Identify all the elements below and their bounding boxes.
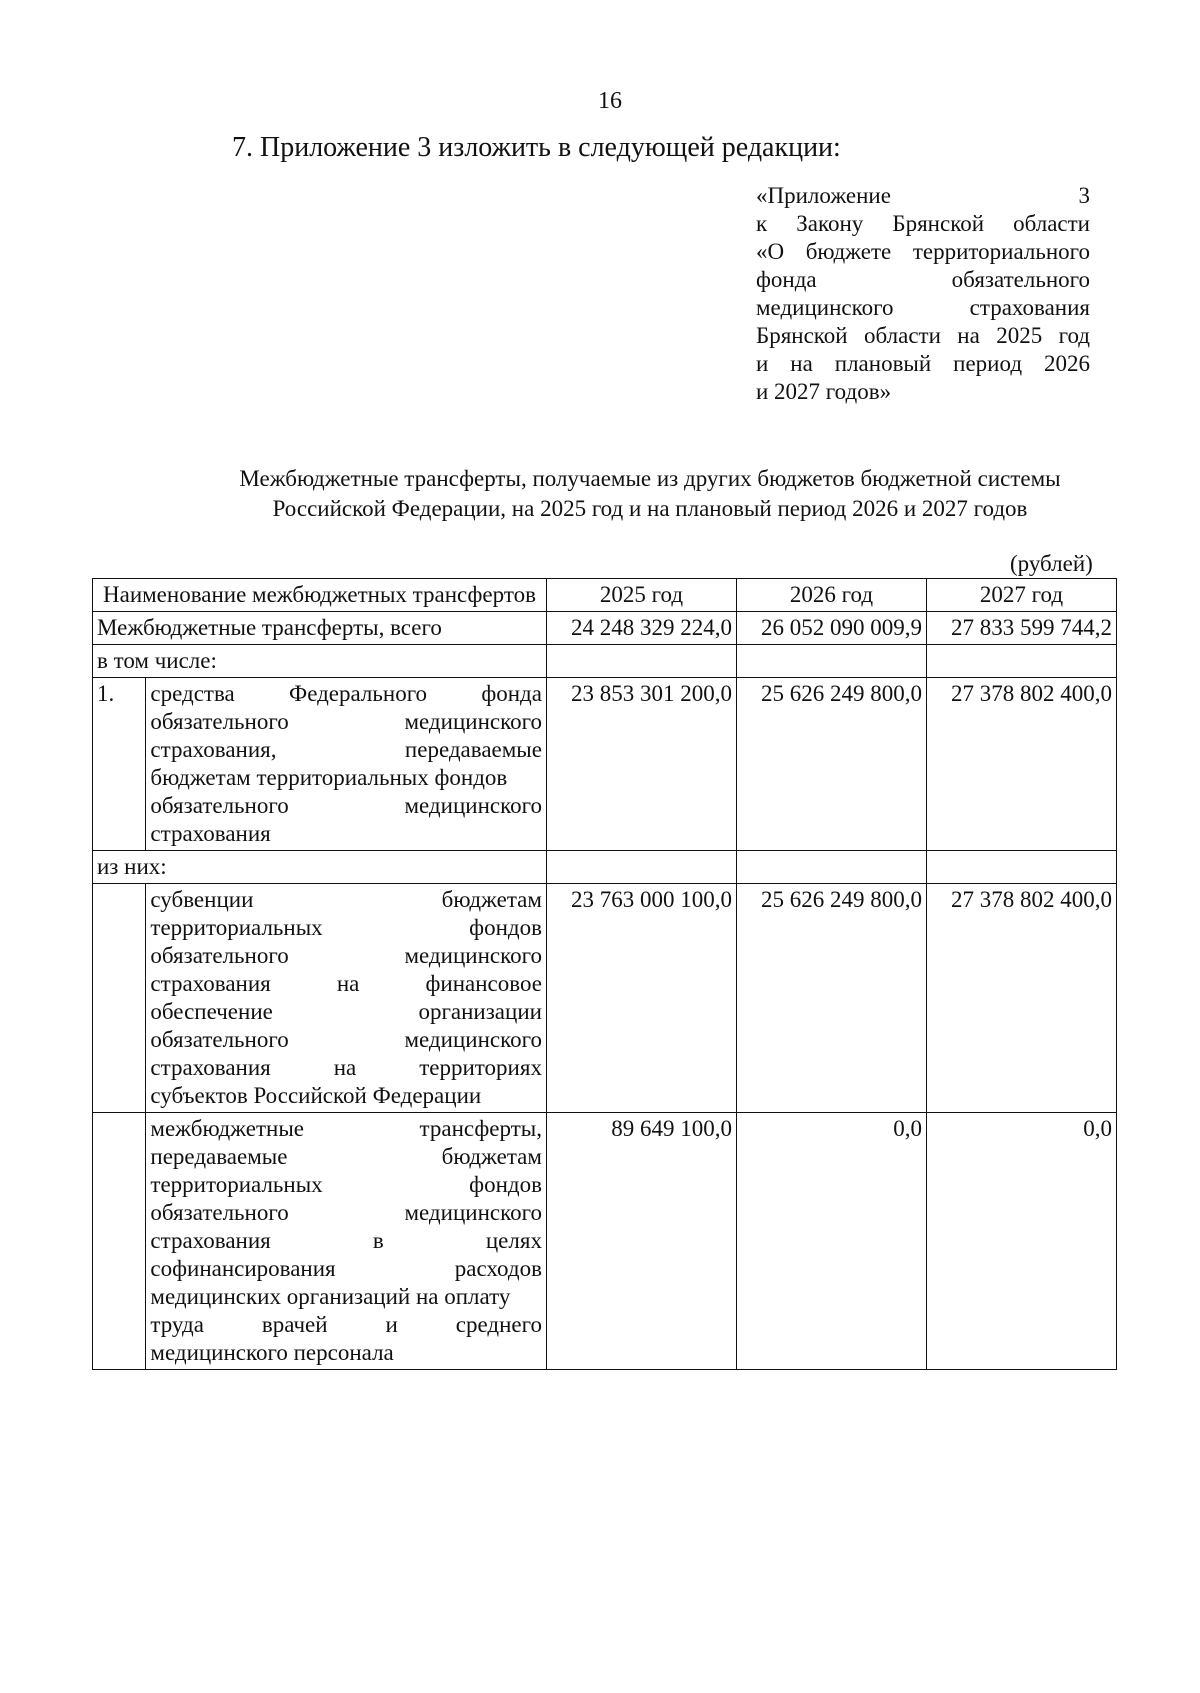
row-name-line: обязательного медицинского bbox=[150, 943, 542, 968]
row-name-line: обязательного медицинского bbox=[150, 709, 542, 734]
table-row bbox=[93, 1113, 1117, 1370]
appendix-line: к Закону Брянской области bbox=[756, 211, 1090, 236]
row-number: 1. bbox=[93, 678, 146, 851]
row-name-line: страхования на финансовое bbox=[150, 971, 542, 996]
row-name-line: территориальных фондов bbox=[150, 915, 542, 940]
row-name-line: труда врачей и среднего bbox=[150, 1312, 542, 1337]
row-name bbox=[146, 1113, 547, 1370]
appendix-line: «Приложение 3 bbox=[756, 183, 1090, 208]
row-name-line: обеспечение организации bbox=[150, 999, 542, 1024]
row-name-line: обязательного медицинского bbox=[150, 793, 542, 818]
appendix-line: фонда обязательного bbox=[756, 267, 1090, 292]
appendix-line: Брянской области на 2025 год bbox=[756, 323, 1090, 348]
row-2027: 27 378 802 400,0 bbox=[926, 678, 1116, 851]
row-name-line: страхования в целях bbox=[150, 1228, 542, 1253]
row-name-line: медицинских организаций на оплату bbox=[150, 1284, 511, 1309]
row-name-line: страхования на территориях bbox=[150, 1055, 542, 1080]
row-name-line: средства Федерального фонда bbox=[150, 681, 542, 706]
total-2027: 27 833 599 744,2 bbox=[926, 612, 1116, 645]
unit-label: (рублей) bbox=[1010, 551, 1093, 576]
row-name-line: субвенции бюджетам bbox=[150, 887, 542, 912]
appendix-line: и 2027 годов» bbox=[756, 379, 892, 404]
table-title bbox=[150, 464, 1150, 524]
row-2025: 89 649 100,0 bbox=[546, 1113, 736, 1370]
table-title-line: Межбюджетные трансферты, получаемые из других бюджетов бюджетной системы bbox=[239, 466, 1061, 491]
appendix-line: «О бюджете территориального bbox=[756, 239, 1090, 264]
header-name: Наименование межбюджетных трансфертов bbox=[93, 579, 547, 612]
table-row-of-them bbox=[93, 851, 1117, 884]
of-them-label: из них: bbox=[93, 851, 547, 884]
row-name-line: софинансирования расходов bbox=[150, 1256, 542, 1281]
row-name-line: обязательного медицинского bbox=[150, 1200, 542, 1225]
header-2025: 2025 год bbox=[546, 579, 736, 612]
page-number: 16 bbox=[598, 88, 622, 114]
table-row bbox=[93, 678, 1117, 851]
row-name-line: обязательного медицинского bbox=[150, 1027, 542, 1052]
table-row-total bbox=[93, 612, 1117, 645]
row-2026: 25 626 249 800,0 bbox=[736, 884, 926, 1113]
including-label: в том числе: bbox=[93, 645, 547, 678]
row-name-line: передаваемые бюджетам bbox=[150, 1144, 542, 1169]
row-name-line: страхования bbox=[150, 821, 271, 846]
row-2025: 23 763 000 100,0 bbox=[546, 884, 736, 1113]
row-2025: 23 853 301 200,0 bbox=[546, 678, 736, 851]
header-2026: 2026 год bbox=[736, 579, 926, 612]
row-2027: 27 378 802 400,0 bbox=[926, 884, 1116, 1113]
row-name-line: субъектов Российской Федерации bbox=[150, 1083, 482, 1108]
row-name-line: бюджетам территориальных фондов bbox=[150, 765, 508, 790]
table-row bbox=[93, 884, 1117, 1113]
row-name-line: межбюджетные трансферты, bbox=[150, 1116, 542, 1141]
amendment-instruction: 7. Приложение 3 изложить в следующей редакции: bbox=[232, 132, 841, 163]
row-name-line: медицинского персонала bbox=[150, 1340, 394, 1365]
transfers-table bbox=[92, 578, 1117, 1370]
total-name: Межбюджетные трансферты, всего bbox=[93, 612, 547, 645]
appendix-reference bbox=[756, 182, 1090, 406]
total-2025: 24 248 329 224,0 bbox=[546, 612, 736, 645]
table-header-row bbox=[93, 579, 1117, 612]
header-2027: 2027 год bbox=[926, 579, 1116, 612]
table-title-line: Российской Федерации, на 2025 год и на плановый период 2026 и 2027 годов bbox=[272, 496, 1028, 521]
row-name-line: территориальных фондов bbox=[150, 1172, 542, 1197]
row-2027: 0,0 bbox=[926, 1113, 1116, 1370]
row-name bbox=[146, 678, 547, 851]
total-2026: 26 052 090 009,9 bbox=[736, 612, 926, 645]
row-name bbox=[146, 884, 547, 1113]
appendix-line: и на плановый период 2026 bbox=[756, 351, 1090, 376]
appendix-line: медицинского страхования bbox=[756, 295, 1090, 320]
row-name-line: страхования, передаваемые bbox=[150, 737, 542, 762]
row-2026: 0,0 bbox=[736, 1113, 926, 1370]
table-row-including bbox=[93, 645, 1117, 678]
row-2026: 25 626 249 800,0 bbox=[736, 678, 926, 851]
